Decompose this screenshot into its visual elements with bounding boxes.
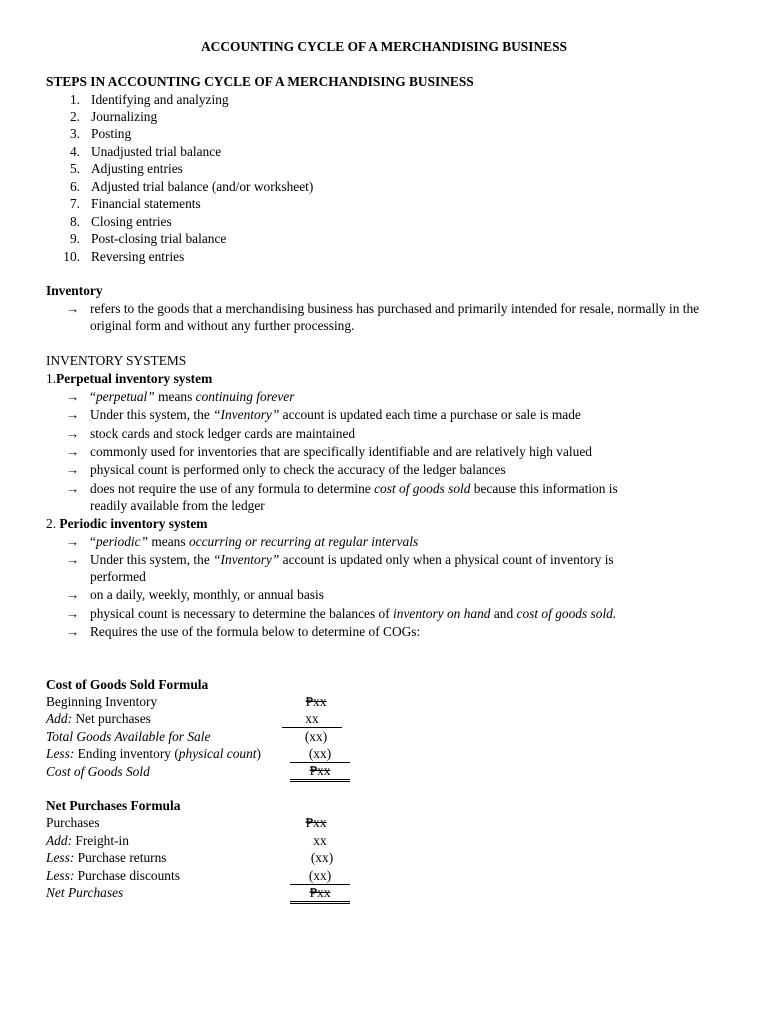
steps-heading: STEPS IN ACCOUNTING CYCLE OF A MERCHANDISING BUSINESS <box>46 74 474 89</box>
cogs-row-value: ₱xx <box>290 762 350 782</box>
periodic-bullet-2: Under this system, the “Inventory” account is updated only when a physical count of inventory is <box>90 552 614 567</box>
perpetual-bullet-3: stock cards and stock ledger cards are maintained <box>90 426 356 441</box>
arrow-bullet-icon: → <box>66 552 80 567</box>
cogs-row-label: Total Goods Available for Sale <box>46 729 211 744</box>
cogs-row-label: Less: Ending inventory (physical count) <box>46 746 261 761</box>
arrow-bullet-icon: → <box>66 534 80 549</box>
perpetual-bullet-4: commonly used for inventories that are specifically identifiable and are relatively high valued <box>90 444 592 459</box>
document-page: ACCOUNTING CYCLE OF A MERCHANDISING BUSINESS STEPS IN ACCOUNTING CYCLE OF A MERCHANDISING BUSINESS 1. Identifying and analyzing 2. Journalizing 3. Posting 4. Unadjusted trial balance 5. Adjusting entries 6. Adjusted trial balance (and/or worksheet) 7. Financial statements 8. Closing entries 9. Post-closing trial balance 10. Reversing entries Inventory → refers to the goods that a merchandising business has purchased and primarily intended for resale, normally in the original form and without any further processing. INVENTORY SYSTEMS 1.Perpetual inventory system → “perpetual” means continuing forever → Under this system, the “Inventory” account is updated each time a purchase or sale is made → stock cards and stock ledger cards are maintained → commonly used for inventories that are specifically identifiable and are relatively high valued → physical count is performed only to check the accuracy of the ledger balances → does not require the use of any formula to determine cost of goods sold because this information is readily available from the ledger 2. Periodic inventory system → “periodic” means occurring or recurring at regular intervals → Under this system, the “Inventory” account is updated only when a physical count of inventory is performed → on a daily, weekly, monthly, or annual basis → physical count is necessary to determine the balances of inventory on hand and cost of goods sold. → Requires the use of the formula below to determine of COGs: Cost of Goods Sold Formula Beginning Inventory ₱xx Add: Net purchases xx Total Goods Available for Sale (xx) Less: Ending inventory (physical count) (xx) Cost of Goods Sold ₱xx Net Purchases Formula Purchases ₱xx Add: Freight-in xx Less: Purchase returns (xx) Less: Purchase discounts (xx) Net Purchases ₱xx <box>0 0 768 1024</box>
arrow-bullet-icon: → <box>66 389 80 404</box>
arrow-bullet-icon: → <box>66 444 80 459</box>
arrow-bullet-icon: → <box>66 462 80 477</box>
systems-heading: INVENTORY SYSTEMS <box>46 353 187 368</box>
perpetual-bullet-1: “perpetual” means continuing forever <box>90 389 295 404</box>
arrow-bullet-icon: → <box>66 624 80 639</box>
arrow-bullet-icon: → <box>66 407 80 422</box>
inventory-heading: Inventory <box>46 283 103 298</box>
perpetual-heading: 1.Perpetual inventory system <box>46 371 213 386</box>
periodic-bullet-1: “periodic” means occurring or recurring at regular intervals <box>90 534 419 549</box>
periodic-bullet-5: Requires the use of the formula below to determine of COGs: <box>90 624 421 639</box>
arrow-bullet-icon: → <box>66 426 80 441</box>
perpetual-bullet-6-cont: readily available from the ledger <box>90 498 265 513</box>
netp-row-value: ₱xx <box>290 884 350 904</box>
netp-row-label: Less: Purchase discounts <box>46 868 180 883</box>
periodic-bullet-4: physical count is necessary to determine the balances of inventory on hand and cost of goods sold. <box>90 606 617 621</box>
arrow-bullet-icon: → <box>66 606 80 621</box>
netp-row-value: (xx) <box>310 850 334 865</box>
periodic-heading: 2. Periodic inventory system <box>46 516 208 531</box>
netp-row-value: (xx) <box>290 867 350 885</box>
netp-row-label: Net Purchases <box>46 885 124 900</box>
arrow-bullet-icon: → <box>66 481 80 496</box>
netp-heading: Net Purchases Formula <box>46 798 181 813</box>
cogs-row-value: (xx) <box>304 729 328 744</box>
netp-row-label: Less: Purchase returns <box>46 850 167 865</box>
cogs-row-value: ₱xx <box>305 694 327 709</box>
periodic-bullet-2-cont: performed <box>90 569 146 584</box>
arrow-bullet-icon: → <box>66 301 80 316</box>
cogs-row-value: xx <box>282 710 342 728</box>
netp-row-value: ₱xx <box>305 815 327 830</box>
cogs-heading: Cost of Goods Sold Formula <box>46 677 209 692</box>
periodic-bullet-3: on a daily, weekly, monthly, or annual basis <box>90 587 324 602</box>
perpetual-bullet-5: physical count is performed only to check the accuracy of the ledger balances <box>90 462 506 477</box>
arrow-bullet-icon: → <box>66 587 80 602</box>
inventory-definition: refers to the goods that a merchandising business has purchased and primarily intended for resale, normally in the original form and without any further processing. <box>90 301 700 334</box>
cogs-row-label: Beginning Inventory <box>46 694 158 709</box>
cogs-row-value: (xx) <box>290 745 350 763</box>
perpetual-bullet-2: Under this system, the “Inventory” account is updated each time a purchase or sale is made <box>90 407 581 422</box>
netp-row-label: Purchases <box>46 815 100 830</box>
netp-row-value: xx <box>313 833 327 848</box>
cogs-row-label: Add: Net purchases <box>46 711 151 726</box>
netp-row-label: Add: Freight-in <box>46 833 129 848</box>
document-title: ACCOUNTING CYCLE OF A MERCHANDISING BUSINESS <box>201 39 567 54</box>
cogs-row-label: Cost of Goods Sold <box>46 764 150 779</box>
perpetual-bullet-6: does not require the use of any formula to determine cost of goods sold because this information is <box>90 481 618 496</box>
